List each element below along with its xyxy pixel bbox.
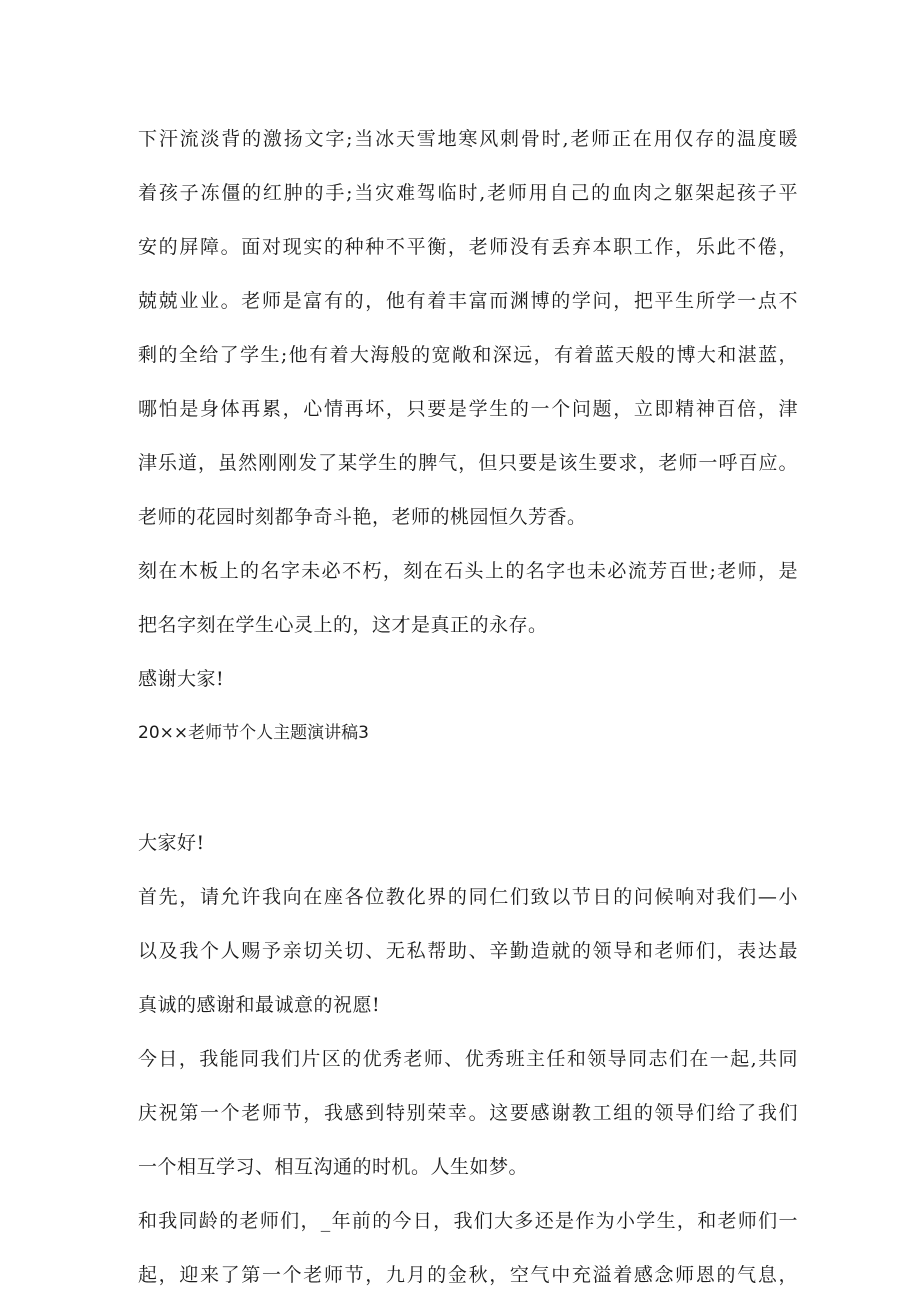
text-line: 庆祝第一个老师节，我感到特别荣幸。这要感谢教工组的领导们给了我们 xyxy=(138,1102,798,1124)
text-line: 一个相互学习、相互沟通的时机。人生如梦。 xyxy=(138,1156,529,1178)
text-line: 今日，我能同我们片区的优秀老师、优秀班主任和领导同志们在一起,共同 xyxy=(138,1048,798,1070)
greeting-line: 大家好! xyxy=(138,832,205,854)
section-title: 20××老师节个人主题演讲稿3 xyxy=(138,723,369,743)
text-line: 起，迎来了第一个老师节，九月的金秋，空气中充溢着感念师恩的气息， xyxy=(138,1264,798,1286)
closing-line: 感谢大家! xyxy=(138,668,225,690)
text-line: 剩的全给了学生;他有着大海般的宽敞和深远，有着蓝天般的博大和湛蓝， xyxy=(138,344,798,366)
paragraph xyxy=(138,112,798,544)
text-line: 安的屏障。面对现实的种种不平衡，老师没有丢弃本职工作，乐此不倦， xyxy=(138,236,798,258)
text-line: 把名字刻在学生心灵上的，这才是真正的永存。 xyxy=(138,614,548,636)
paragraph xyxy=(138,544,798,652)
text-line: 首先，请允许我向在座各位教化界的同仁们致以节日的问候响对我们—小 xyxy=(138,886,798,908)
text-line: 津乐道，虽然刚刚发了某学生的脾气，但只要是该生要求，老师一呼百应。 xyxy=(138,452,798,474)
text-line: 以及我个人赐予亲切关切、无私帮助、辛勤造就的领导和老师们，表达最 xyxy=(138,940,798,962)
text-line: 真诚的感谢和最诚意的祝愿! xyxy=(138,994,381,1016)
paragraph xyxy=(138,870,798,1032)
document-body xyxy=(138,112,798,1302)
text-line: 和我同龄的老师们，_年前的今日，我们大多还是作为小学生，和老师们一 xyxy=(138,1210,798,1232)
paragraph xyxy=(138,1194,798,1302)
text-line: 着孩子冻僵的红肿的手;当灾难驾临时,老师用自己的血肉之躯架起孩子平 xyxy=(138,182,798,204)
text-line: 哪怕是身体再累，心情再坏，只要是学生的一个问题，立即精神百倍，津 xyxy=(138,398,798,420)
text-line: 兢兢业业。老师是富有的，他有着丰富而渊博的学问，把平生所学一点不 xyxy=(138,290,798,312)
text-line: 下汗流淡背的激扬文字;当冰天雪地寒风刺骨时,老师正在用仅存的温度暖 xyxy=(138,128,798,150)
paragraph xyxy=(138,1032,798,1194)
spacer xyxy=(138,760,798,816)
text-line: 老师的花园时刻都争奇斗艳，老师的桃园恒久芳香。 xyxy=(138,506,587,528)
text-line: 刻在木板上的名字未必不朽，刻在石头上的名字也未必流芳百世;老师，是 xyxy=(138,560,798,582)
